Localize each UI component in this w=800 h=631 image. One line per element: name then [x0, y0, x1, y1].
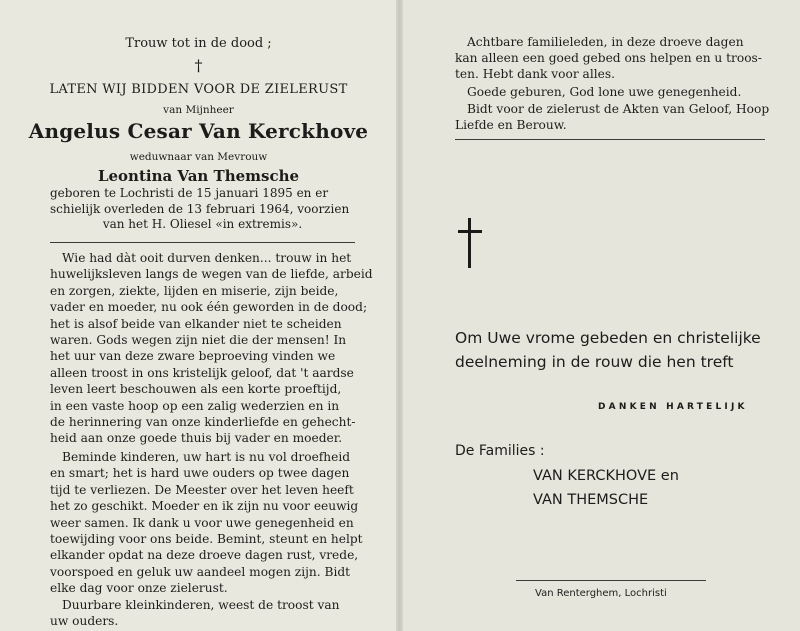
families-label: De Families :: [455, 443, 545, 459]
text-line: het is alsof beide van elkander niet te scheiden: [50, 316, 342, 331]
divider: [516, 580, 706, 581]
text-line: ten. Hebt dank voor alles.: [455, 67, 615, 81]
birth-info: [50, 186, 355, 233]
small-cross-icon: †: [194, 56, 203, 75]
divider: [455, 139, 765, 140]
paragraph-2: [50, 449, 363, 597]
text-line: uw ouders.: [50, 614, 119, 629]
deceased-name: Angelus Cesar Van Kerckhove: [28, 119, 369, 143]
text-line: tijd te verliezen. De Meester over het leven heeft: [50, 482, 354, 497]
text-line: vader en moeder, nu ook één geworden in de dood;: [50, 300, 368, 315]
text-line: het uur van deze zware beproeving vinden we: [50, 349, 336, 364]
family-paragraph: [455, 34, 765, 82]
family-name-2: VAN THEMSCHE: [533, 492, 649, 508]
birth-line: geboren te Lochristi de 15 januari 1895 en er: [50, 186, 329, 200]
neighbours-line: Goede geburen, God lone uwe genegenheid.: [467, 85, 742, 99]
left-page: [0, 0, 397, 631]
text-line: weer samen. Ik dank u voor uwe genegenheid en: [50, 515, 354, 530]
text-line: deelneming in de rouw die hen treft: [455, 353, 734, 371]
van-mijnheer: van Mijnheer: [163, 104, 234, 116]
thanks-text: [455, 326, 761, 374]
family-name-1: VAN KERCKHOVE en: [533, 468, 679, 484]
text-line: Om Uwe vrome gebeden en christelijke: [455, 329, 761, 347]
text-line: toewijding voor ons beide. Bemint, steunt en helpt: [50, 532, 363, 547]
text-line: huwelijksleven langs de wegen van de liefde, arbeid: [50, 267, 373, 282]
text-line: heid aan onze goede thuis bij vader en moeder.: [50, 431, 343, 446]
text-line: alleen troost in ons kristelijk geloof, dat 't aardse: [50, 365, 354, 380]
text-line: kan alleen een goed gebed ons helpen en u troos-: [455, 51, 762, 65]
danken-hartelijk: DANKEN HARTELIJK: [598, 402, 748, 412]
text-line: leven leert beschouwen als een korte proeftijd,: [50, 382, 342, 397]
text-line: Liefde en Berouw.: [455, 118, 567, 132]
text-line: het zo geschikt. Moeder en ik zijn nu voor eeuwig: [50, 499, 359, 514]
divider: [50, 242, 355, 243]
text-line: Beminde kinderen, uw hart is nu vol droefheid: [62, 450, 351, 464]
text-line: en smart; het is hard uwe ouders op twee dagen: [50, 466, 350, 481]
paragraph-1: [50, 250, 373, 447]
widower-label: weduwnaar van Mevrouw: [129, 151, 268, 163]
text-line: Wie had dàt ooit durven denken... trouw in het: [62, 251, 352, 265]
text-line: de herinnering van onze kinderliefde en gehecht-: [50, 415, 356, 430]
text-line: elke dag voor onze zielerust.: [50, 581, 228, 596]
text-line: Achtbare familieleden, in deze droeve dagen: [467, 35, 744, 49]
large-cross-icon: [458, 218, 482, 268]
paragraph-3: [50, 597, 355, 630]
text-line: elkander opdat na deze droeve dagen rust, vrede,: [50, 548, 359, 563]
text-line: Duurbare kleinkinderen, weest de troost van: [62, 598, 340, 612]
text-line: waren. Gods wegen zijn niet die der mensen! In: [50, 333, 347, 348]
motto: Trouw tot in de dood ;: [125, 36, 272, 51]
prayer-request: [455, 101, 770, 133]
text-line: voorspoed en geluk uw aandeel mogen zijn. Bidt: [50, 564, 351, 579]
spouse-name: Leontina Van Themsche: [97, 167, 300, 185]
text-line: in een vaste hoop op een zalig wederzien en in: [50, 398, 340, 413]
text-line: en zorgen, ziekte, lijden en miserie, zijn beide,: [50, 283, 339, 298]
birth-line: schielijk overleden de 13 februari 1964, voorzien: [50, 201, 350, 216]
prayer-heading: LATEN WIJ BIDDEN VOOR DE ZIELERUST: [49, 82, 348, 97]
text-line: Bidt voor de zielerust de Akten van Geloof, Hoop: [467, 102, 770, 116]
birth-line: van het H. Oliesel «in extremis».: [102, 217, 303, 231]
printer-credit: Van Renterghem, Lochristi: [535, 588, 667, 599]
